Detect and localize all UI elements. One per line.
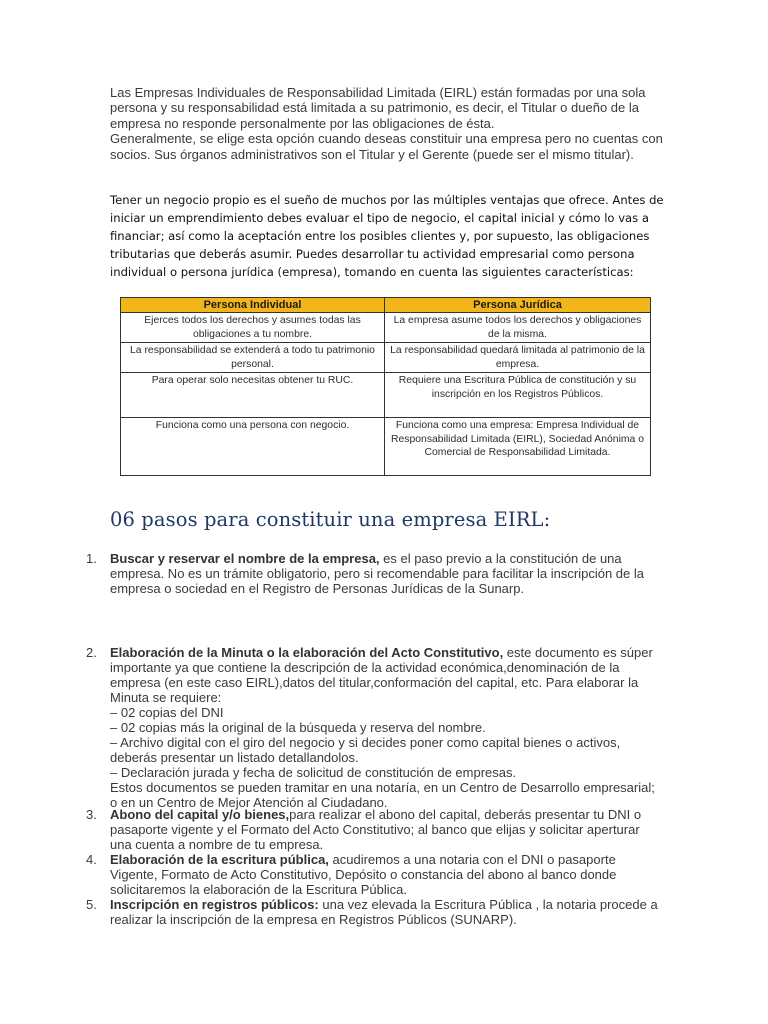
section-heading: 06 pasos para constituir una empresa EIRL:: [110, 508, 551, 531]
intro-text-1b: Generalmente, se elige esta opción cuando deseas constituir una empresa pero no cuentas con socios. Sus órganos administrativos son el Titular y el Gerente (puede ser el mismo titular).: [110, 131, 663, 162]
table-row: [121, 418, 651, 476]
list-number: 5.: [86, 897, 97, 912]
table-cell: La responsabilidad quedará limitada al patrimonio de la empresa.: [385, 343, 651, 373]
list-item-body: [110, 645, 658, 810]
table-cell: Para operar solo necesitas obtener tu RUC.: [121, 373, 385, 418]
table-row: [121, 313, 651, 343]
table-header-juridica: Persona Jurídica: [385, 298, 651, 313]
table-row: [121, 373, 651, 418]
list-item-body: [110, 551, 658, 596]
intro-text-1a: Las Empresas Individuales de Responsabilidad Limitada (EIRL) están formadas por una sola persona y su responsabilidad está limitada a su patrimonio, es decir, el Titular o dueño de la empresa no responde personalmente por las obligaciones de ésta.: [110, 85, 646, 131]
step-title: Elaboración de la escritura pública,: [110, 852, 329, 867]
requirement-line: – 02 copias más la original de la búsqueda y reserva del nombre.: [110, 720, 486, 735]
list-item-body: [110, 852, 658, 897]
step-text: este documento es súper importante ya que contiene la descripción de la actividad económica,denominación de la empresa (en este caso EIRL),datos del titular,conformación del capital, etc. Para elaborar la Minuta se requiere:: [110, 645, 653, 705]
table-cell: Requiere una Escritura Pública de constitución y su inscripción en los Registros Públicos.: [385, 373, 651, 418]
step-title: Buscar y reservar el nombre de la empresa,: [110, 551, 380, 566]
comparison-table: [120, 297, 651, 476]
list-item-body: [110, 897, 658, 927]
list-number: 4.: [86, 852, 97, 867]
requirement-line: – Archivo digital con el giro del negocio y si decides poner como capital bienes o activos, deberás presentar un listado detallandolos.: [110, 735, 621, 765]
intro-paragraph-1: [110, 85, 670, 162]
table-cell: Funciona como una persona con negocio.: [121, 418, 385, 476]
table-cell: La empresa asume todos los derechos y obligaciones de la misma.: [385, 313, 651, 343]
requirement-note: Estos documentos se pueden tramitar en una notaría, en un Centro de Desarrollo empresarial; o en un Centro de Mejor Atención al Ciudadano.: [110, 780, 655, 810]
table-header-row: [121, 298, 651, 313]
table-cell: Funciona como una empresa: Empresa Individual de Responsabilidad Limitada (EIRL), Sociedad Anónima o Comercial de Responsabilidad Limitada.: [385, 418, 651, 476]
list-number: 1.: [86, 551, 97, 566]
list-item-body: [110, 807, 658, 852]
list-number: 2.: [86, 645, 97, 660]
table-cell: Ejerces todos los derechos y asumes todas las obligaciones a tu nombre.: [121, 313, 385, 343]
step-text: es el paso previo a la constitución de una empresa. No es un trámite obligatorio, pero si recomendable para facilitar la inscripción de la empresa o sociedad en el Registro de Personas Jurídicas de la Sunarp.: [110, 551, 644, 596]
step-text: para realizar el abono del capital, deberás presentar tu DNI o pasaporte vigente y el Formato del Acto Constitutivo; al banco que elijas y solicitar aperturar una cuenta a nombre de tu empresa.: [110, 807, 642, 852]
list-number: 3.: [86, 807, 97, 822]
step-text: una vez elevada la Escritura Pública , la notaria procede a realizar la inscripción de la empresa en Registros Públicos (SUNARP).: [110, 897, 658, 927]
intro-paragraph-2: Tener un negocio propio es el sueño de muchos por las múltiples ventajas que ofrece. Antes de iniciar un emprendimiento debes evaluar el tipo de negocio, el capital inicial y cómo lo vas a financiar; así como la aceptación entre los posibles clientes y, por supuesto, las obligaciones tributarias que deberás asumir. Puedes desarrollar tu actividad empresarial como persona individual o persona jurídica (empresa), tomando en cuenta las siguientes características:: [110, 193, 664, 279]
requirement-line: – 02 copias del DNI: [110, 705, 224, 720]
table-header-individual: Persona Individual: [121, 298, 385, 313]
step-title: Abono del capital y/o bienes,: [110, 807, 290, 822]
table-row: [121, 343, 651, 373]
step-title: Inscripción en registros públicos:: [110, 897, 319, 912]
step-text: acudiremos a una notaria con el DNI o pasaporte Vigente, Formato de Acto Constitutivo, Depósito o constancia del abono al banco donde solicitaremos la elaboración de la Escritura Pública.: [110, 852, 617, 897]
step-title: Elaboración de la Minuta o la elaboración del Acto Constitutivo,: [110, 645, 504, 660]
requirement-line: – Declaración jurada y fecha de solicitud de constitución de empresas.: [110, 765, 517, 780]
table-cell: La responsabilidad se extenderá a todo tu patrimonio personal.: [121, 343, 385, 373]
